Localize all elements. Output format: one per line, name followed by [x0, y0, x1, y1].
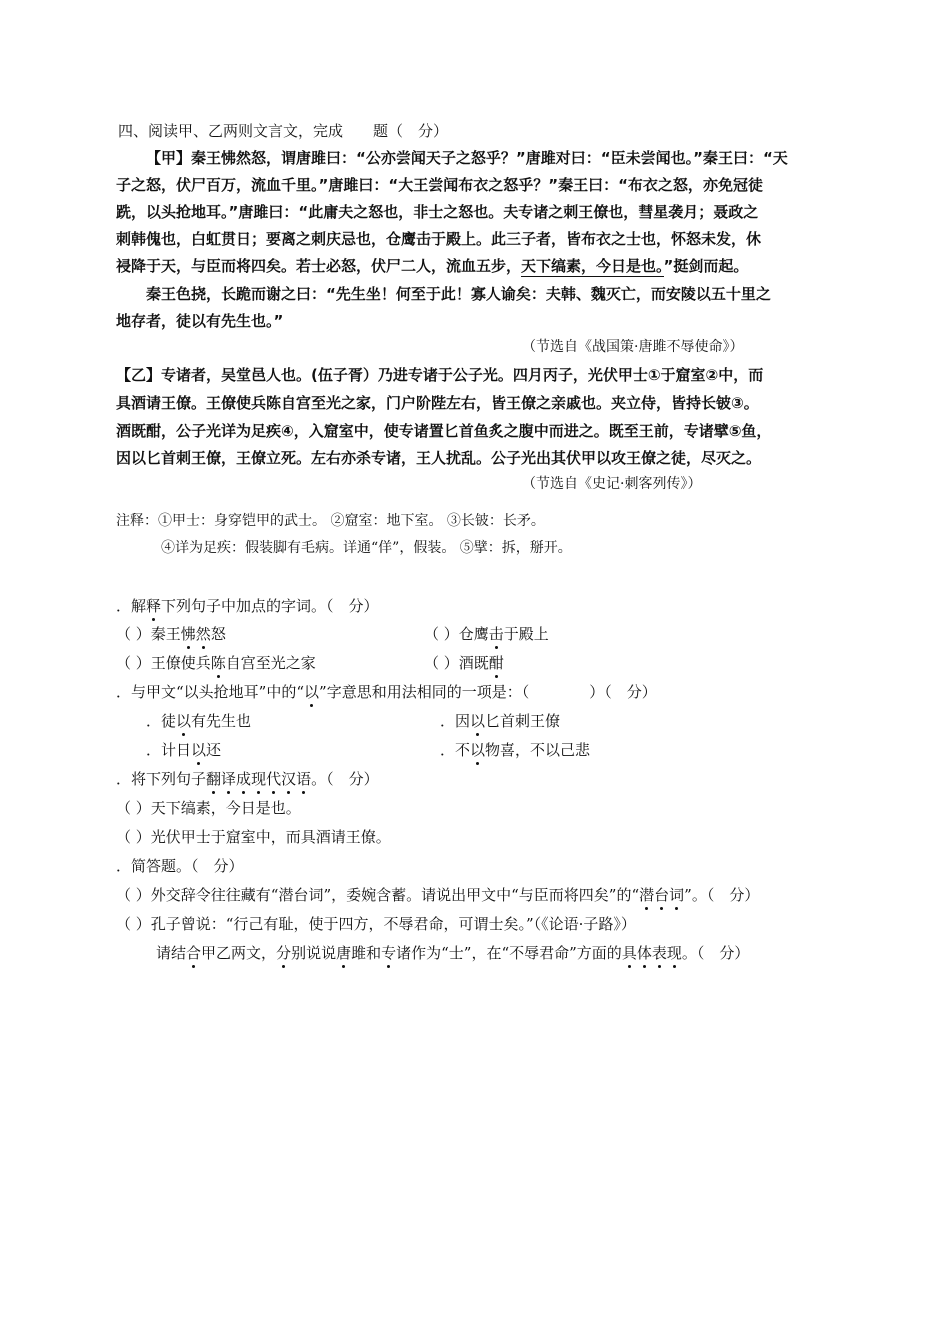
q2-option-d: ．不以物喜，不以己悲 — [440, 741, 591, 759]
notes-line-1: 注释：①甲士：身穿铠甲的武士。 ②窟室：地下室。 ③长铍：长矛。 — [116, 513, 545, 529]
q4-item-a: （ ）外交辞令往往藏有“潜台词”，委婉含蓄。请说出甲文中“与臣而将四矣”的“潜台词”。（ 分） — [116, 886, 760, 904]
jia-line-3: 跣，以头抢地耳。”唐雎曰：“此庸夫之怒也，非士之怒也。夫专诸之刺王僚也，彗星袭月；聂政之 — [116, 203, 759, 221]
jia-line-4: 刺韩傀也，白虹贯日；要离之刺庆忌也，仓鹰击于殿上。此三子者，皆布衣之士也，怀怒未发，休 — [116, 230, 762, 248]
q1-item-d: （ ）酒既酣 — [424, 654, 504, 672]
q1-item-b: （ ）仓鹰击于殿上 — [424, 625, 549, 643]
jia-line-7: 地存者，徒以有先生也。” — [116, 312, 284, 330]
q4-stem: ．简答题。（ 分） — [116, 857, 244, 875]
q3-stem: ．将下列句子翻译成现代汉语。（ 分） — [116, 770, 379, 788]
q3-item-a: （ ）天下缟素，今日是也。 — [116, 799, 301, 817]
jia-line-6: 秦王色挠，长跪而谢之曰：“先生坐！何至于此！寡人谕矣：夫韩、魏灭亡，而安陵以五十里之 — [146, 285, 771, 303]
q4-item-b: （ ）孔子曾说：“行己有耻，使于四方，不辱君命，可谓士矣。”（《论语·子路》） — [116, 915, 636, 933]
q4-item-c: 请结合甲乙两文，分别说说唐雎和专诸作为“士”，在“不辱君命”方面的具体表现。（ 分） — [156, 944, 750, 962]
notes-line-2: ④详为足疾：假装脚有毛病。详通“佯”，假装。 ⑤擘：拆，掰开。 — [161, 540, 572, 556]
q1-item-a: （ ）秦王怫然怒 — [116, 625, 226, 643]
q2-option-b: ．因以匕首刺王僚 — [440, 712, 561, 730]
yi-line-4: 因以匕首刺王僚，王僚立死。左右亦杀专诸，王人扰乱。公子光出其伏甲以攻王僚之徒，尽灭之。 — [116, 449, 762, 467]
yi-source: （节选自《史记·刺客列传》） — [522, 476, 702, 492]
jia-line-5 — [116, 256, 748, 276]
q2-option-c: ．计日以还 — [146, 741, 222, 759]
jia-line-5-end: ”挺剑而起。 — [663, 257, 749, 275]
q3-item-b: （ ）光伏甲士于窟室中，而具酒请王僚。 — [116, 828, 391, 846]
section-heading: 四、阅读甲、乙两则文言文，完成 题（ 分） — [118, 122, 449, 140]
underlined-sentence: 天下缟素，今日是也。 — [521, 257, 664, 275]
jia-source: （节选自《战国策·唐雎不辱使命》） — [522, 339, 744, 355]
yi-line-2: 具酒请王僚。王僚使兵陈自宫至光之家，门户阶陛左右，皆王僚之亲戚也。夹立侍，皆持长铍③。 — [116, 394, 759, 412]
jia-line-1: 【甲】秦王怫然怒，谓唐雎曰：“公亦尝闻天子之怒乎？”唐雎对曰：“臣未尝闻也。”秦王曰：“天 — [146, 149, 788, 167]
jia-line-2: 子之怒，伏尸百万，流血千里。”唐雎曰：“大王尝闻布衣之怒乎？”秦王曰：“布衣之怒，亦免冠徒 — [116, 176, 763, 194]
q2-option-a: ．徒以有先生也 — [146, 712, 252, 730]
q1-item-c: （ ）王僚使兵陈自宫至光之家 — [116, 654, 316, 672]
yi-line-1: 【乙】专诸者，吴堂邑人也。(伍子胥）乃进专诸于公子光。四月丙子，光伏甲士①于窟室②中，而 — [116, 366, 764, 384]
jia-line-5-text: 祲降于天，与臣而将四矣。若士必怒，伏尸二人，流血五步， — [116, 257, 522, 275]
yi-line-3: 酒既酣，公子光详为足疾④，入窟室中，使专诸置匕首鱼炙之腹中而进之。既至王前，专诸擘⑤鱼， — [116, 422, 772, 440]
q2-stem: ．与甲文“以头抢地耳”中的“以”字意思和用法相同的一项是：（ ）（ 分） — [116, 683, 657, 701]
q1-stem: ．解释下列句子中加点的字词。（ 分） — [116, 597, 379, 615]
